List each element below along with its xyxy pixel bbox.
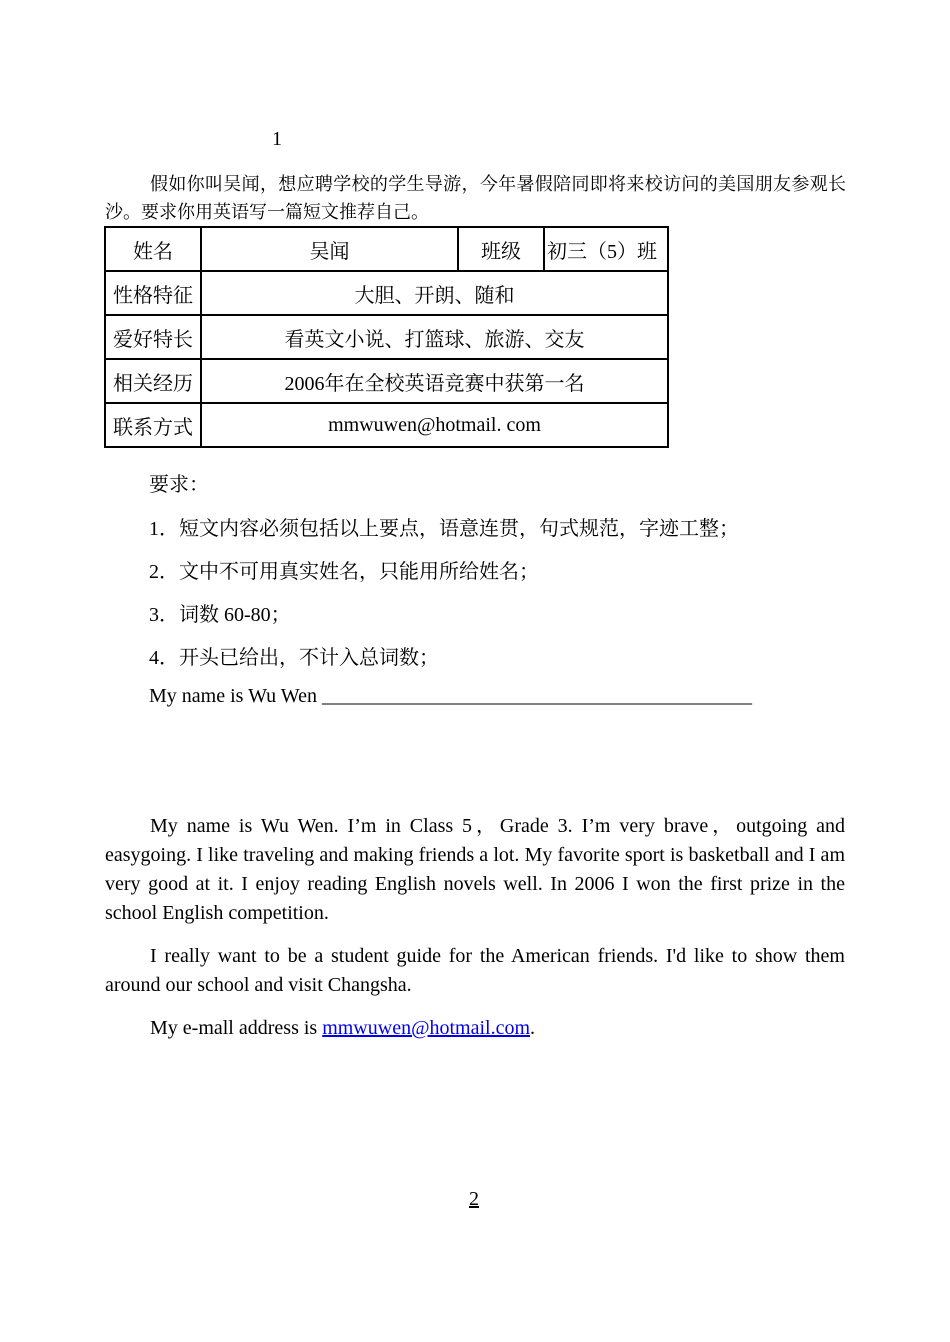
requirement-item: 2．文中不可用真实姓名，只能用所给姓名； [149,561,539,583]
email-suffix: . [530,1017,536,1039]
row-value: 2006年在全校英语竞赛中获第一名 [201,359,668,403]
row-label: 联系方式 [105,403,201,447]
row-value: 看英文小说、打篮球、旅游、交友 [201,315,668,359]
class-label: 班级 [458,227,544,271]
table-row [105,315,668,359]
answer-essay [105,812,845,1043]
answer-paragraph-1: My name is Wu Wen. I’m in Class 5，Grade 3. I’m very brave，outgoing and easygoing. I like traveling and making friends a lot. My favorite sport is basketball and I am very good at it. I enjoy reading English novels well. In 2006 I won the first prize in the school English competition. [105,815,845,924]
class-value: 初三（5）班 [544,227,668,271]
essay-starter: My name is Wu Wen ___________________________________________ [149,685,752,707]
requirement-item: 3．词数 60-80； [149,604,291,626]
row-label: 相关经历 [105,359,201,403]
requirements-title: 要求： [149,474,209,496]
email-prefix: My e-mall address is [150,1017,323,1039]
requirement-item: 1．短文内容必须包括以上要点，语意连贯，句式规范，字迹工整； [149,518,739,540]
name-value: 吴闻 [201,227,458,271]
task-prompt: 假如你叫吴闻，想应聘学校的学生导游，今年暑假陪同即将来校访问的美国朋友参观长沙。要求你用英语写一篇短文推荐自己。 [105,174,846,222]
requirement-item: 4．开头已给出，不计入总词数； [149,647,439,669]
table-row [105,403,668,447]
row-value: mmwuwen@hotmail. com [201,403,668,447]
table-row [105,227,668,271]
answer-paragraph-2: I really want to be a student guide for the American friends. I'd like to show them around our school and visit Changsha. [105,945,845,996]
row-label: 爱好特长 [105,315,201,359]
info-table [104,226,669,448]
row-value: 大胆、开朗、随和 [201,271,668,315]
email-link[interactable]: mmwuwen@hotmail.com [322,1017,531,1039]
table-row [105,359,668,403]
table-row [105,271,668,315]
name-label: 姓名 [105,227,201,271]
page-number-2: 2 [469,1188,479,1210]
answer-paragraph-3 [105,1014,845,1043]
row-label: 性格特征 [105,271,201,315]
page-number-1: 1 [272,128,282,150]
